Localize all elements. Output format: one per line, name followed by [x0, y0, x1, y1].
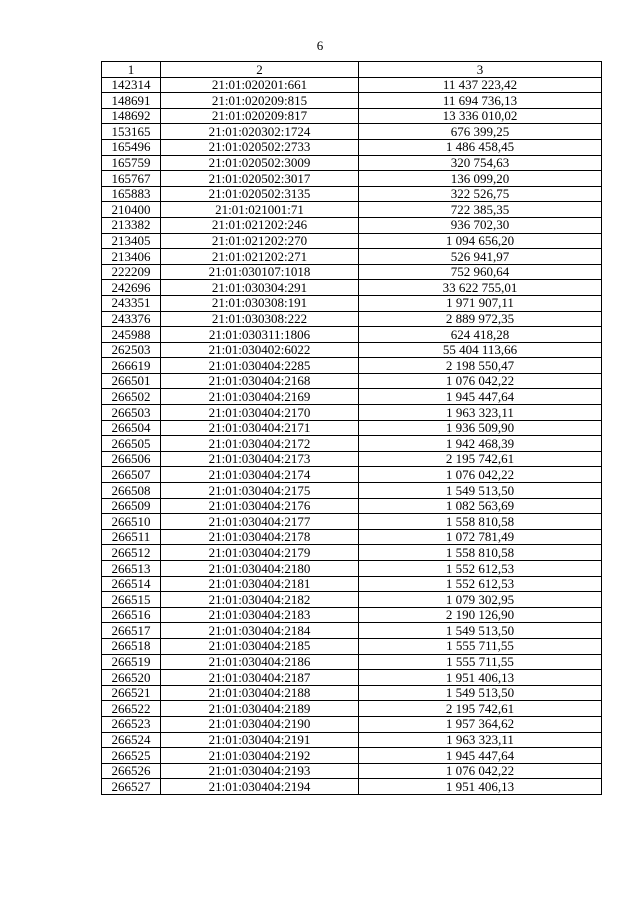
table-row — [102, 311, 602, 327]
value-cell: 1 549 513,50 — [359, 685, 602, 701]
record-id-cell: 266513 — [102, 561, 161, 577]
value-cell: 2 190 126,90 — [359, 607, 602, 623]
value-cell: 2 889 972,35 — [359, 311, 602, 327]
table-row — [102, 342, 602, 358]
record-id-cell: 213406 — [102, 249, 161, 265]
record-id-cell: 266515 — [102, 592, 161, 608]
cadastral-number-cell: 21:01:020209:815 — [161, 93, 359, 109]
table-row — [102, 623, 602, 639]
cadastral-number-cell: 21:01:030404:2178 — [161, 529, 359, 545]
record-id-cell: 266501 — [102, 373, 161, 389]
cadastral-number-cell: 21:01:021202:270 — [161, 233, 359, 249]
record-id-cell: 266509 — [102, 498, 161, 514]
record-id-cell: 213405 — [102, 233, 161, 249]
cadastral-number-cell: 21:01:030404:2179 — [161, 545, 359, 561]
cadastral-number-cell: 21:01:030404:2184 — [161, 623, 359, 639]
record-id-cell: 266523 — [102, 716, 161, 732]
record-id-cell: 266526 — [102, 763, 161, 779]
record-id-cell: 266507 — [102, 467, 161, 483]
value-cell: 136 099,20 — [359, 171, 602, 187]
cadastral-number-cell: 21:01:030404:2168 — [161, 373, 359, 389]
record-id-cell: 266512 — [102, 545, 161, 561]
record-id-cell: 266503 — [102, 405, 161, 421]
cadastral-number-cell: 21:01:030404:2171 — [161, 420, 359, 436]
table-row — [102, 358, 602, 374]
cadastral-number-cell: 21:01:030402:6022 — [161, 342, 359, 358]
cadastral-number-cell: 21:01:020209:817 — [161, 108, 359, 124]
cadastral-number-cell: 21:01:030404:2169 — [161, 389, 359, 405]
record-id-cell: 165767 — [102, 171, 161, 187]
header-row — [102, 62, 602, 78]
value-cell: 1 951 406,13 — [359, 779, 602, 795]
cadastral-number-cell: 21:01:030404:2181 — [161, 576, 359, 592]
column-header-3: 3 — [359, 62, 602, 78]
record-id-cell: 262503 — [102, 342, 161, 358]
value-cell: 752 960,64 — [359, 264, 602, 280]
value-cell: 55 404 113,66 — [359, 342, 602, 358]
record-id-cell: 165759 — [102, 155, 161, 171]
value-cell: 1 942 468,39 — [359, 436, 602, 452]
value-cell: 1 082 563,69 — [359, 498, 602, 514]
table-row — [102, 670, 602, 686]
value-cell: 1 552 612,53 — [359, 561, 602, 577]
value-cell: 1 936 509,90 — [359, 420, 602, 436]
table-row — [102, 280, 602, 296]
cadastral-number-cell: 21:01:030404:2180 — [161, 561, 359, 577]
record-id-cell: 266517 — [102, 623, 161, 639]
cadastral-number-cell: 21:01:020201:661 — [161, 77, 359, 93]
record-id-cell: 243351 — [102, 295, 161, 311]
record-id-cell: 266502 — [102, 389, 161, 405]
cadastral-number-cell: 21:01:020302:1724 — [161, 124, 359, 140]
table-row — [102, 264, 602, 280]
table-row — [102, 233, 602, 249]
cadastral-number-cell: 21:01:030304:291 — [161, 280, 359, 296]
value-cell: 1 558 810,58 — [359, 545, 602, 561]
table-row — [102, 592, 602, 608]
cadastral-number-cell: 21:01:021202:271 — [161, 249, 359, 265]
cadastral-number-cell: 21:01:030404:2174 — [161, 467, 359, 483]
record-id-cell: 266506 — [102, 451, 161, 467]
table-row — [102, 93, 602, 109]
table-row — [102, 654, 602, 670]
value-cell: 1 079 302,95 — [359, 592, 602, 608]
table-row — [102, 545, 602, 561]
value-cell: 33 622 755,01 — [359, 280, 602, 296]
value-cell: 1 076 042,22 — [359, 467, 602, 483]
value-cell: 1 957 364,62 — [359, 716, 602, 732]
value-cell: 1 951 406,13 — [359, 670, 602, 686]
cadastral-number-cell: 21:01:030404:2191 — [161, 732, 359, 748]
value-cell: 722 385,35 — [359, 202, 602, 218]
cadastral-number-cell: 21:01:030404:2187 — [161, 670, 359, 686]
table-row — [102, 763, 602, 779]
cadastral-number-cell: 21:01:030404:2188 — [161, 685, 359, 701]
record-id-cell: 266511 — [102, 529, 161, 545]
table-row — [102, 295, 602, 311]
table-row — [102, 249, 602, 265]
cadastral-number-cell: 21:01:020502:3009 — [161, 155, 359, 171]
value-cell: 1 558 810,58 — [359, 514, 602, 530]
value-cell: 1 555 711,55 — [359, 654, 602, 670]
table-row — [102, 420, 602, 436]
table-row — [102, 732, 602, 748]
record-id-cell: 266505 — [102, 436, 161, 452]
record-id-cell: 266522 — [102, 701, 161, 717]
table-row — [102, 498, 602, 514]
table-row — [102, 779, 602, 795]
record-id-cell: 266524 — [102, 732, 161, 748]
table-row — [102, 405, 602, 421]
record-id-cell: 142314 — [102, 77, 161, 93]
value-cell: 2 195 742,61 — [359, 451, 602, 467]
record-id-cell: 266520 — [102, 670, 161, 686]
table-row — [102, 483, 602, 499]
table-body — [102, 77, 602, 794]
cadastral-number-cell: 21:01:030404:2186 — [161, 654, 359, 670]
value-cell: 1 945 447,64 — [359, 748, 602, 764]
table-row — [102, 171, 602, 187]
value-cell: 1 963 323,11 — [359, 732, 602, 748]
record-id-cell: 266521 — [102, 685, 161, 701]
value-cell: 676 399,25 — [359, 124, 602, 140]
value-cell: 320 754,63 — [359, 155, 602, 171]
column-header-1: 1 — [102, 62, 161, 78]
cadastral-number-cell: 21:01:030404:2182 — [161, 592, 359, 608]
value-cell: 624 418,28 — [359, 327, 602, 343]
cadastral-number-cell: 21:01:030404:2189 — [161, 701, 359, 717]
cadastral-number-cell: 21:01:030404:2170 — [161, 405, 359, 421]
record-id-cell: 266527 — [102, 779, 161, 795]
record-id-cell: 266508 — [102, 483, 161, 499]
value-cell: 1 076 042,22 — [359, 373, 602, 389]
cadastral-number-cell: 21:01:030107:1018 — [161, 264, 359, 280]
table-row — [102, 514, 602, 530]
table-row — [102, 327, 602, 343]
record-id-cell: 266518 — [102, 638, 161, 654]
value-cell: 936 702,30 — [359, 217, 602, 233]
record-id-cell: 245988 — [102, 327, 161, 343]
record-id-cell: 266504 — [102, 420, 161, 436]
value-cell: 1 555 711,55 — [359, 638, 602, 654]
value-cell: 1 486 458,45 — [359, 139, 602, 155]
cadastral-number-cell: 21:01:020502:2733 — [161, 139, 359, 155]
cadastral-number-cell: 21:01:030404:2192 — [161, 748, 359, 764]
record-id-cell: 210400 — [102, 202, 161, 218]
cadastral-number-cell: 21:01:030404:2175 — [161, 483, 359, 499]
table-row — [102, 607, 602, 623]
cadastral-number-cell: 21:01:030404:2173 — [161, 451, 359, 467]
table-row — [102, 638, 602, 654]
table-row — [102, 389, 602, 405]
value-cell: 1 549 513,50 — [359, 483, 602, 499]
table-row — [102, 748, 602, 764]
value-cell: 1 072 781,49 — [359, 529, 602, 545]
value-cell: 1 945 447,64 — [359, 389, 602, 405]
value-cell: 13 336 010,02 — [359, 108, 602, 124]
cadastral-number-cell: 21:01:021001:71 — [161, 202, 359, 218]
record-id-cell: 242696 — [102, 280, 161, 296]
table-row — [102, 124, 602, 140]
cadastral-number-cell: 21:01:020502:3135 — [161, 186, 359, 202]
value-cell: 2 195 742,61 — [359, 701, 602, 717]
table-row — [102, 155, 602, 171]
value-cell: 1 549 513,50 — [359, 623, 602, 639]
record-id-cell: 243376 — [102, 311, 161, 327]
value-cell: 11 694 736,13 — [359, 93, 602, 109]
table-row — [102, 701, 602, 717]
cadastral-number-cell: 21:01:030404:2183 — [161, 607, 359, 623]
record-id-cell: 266519 — [102, 654, 161, 670]
value-cell: 2 198 550,47 — [359, 358, 602, 374]
cadastral-number-cell: 21:01:030404:2194 — [161, 779, 359, 795]
record-id-cell: 165496 — [102, 139, 161, 155]
table-row — [102, 108, 602, 124]
cadastral-number-cell: 21:01:021202:246 — [161, 217, 359, 233]
record-id-cell: 266510 — [102, 514, 161, 530]
table-row — [102, 576, 602, 592]
record-id-cell: 165883 — [102, 186, 161, 202]
cadastral-number-cell: 21:01:030404:2193 — [161, 763, 359, 779]
value-cell: 1 971 907,11 — [359, 295, 602, 311]
cadastral-number-cell: 21:01:030311:1806 — [161, 327, 359, 343]
table-row — [102, 77, 602, 93]
table-row — [102, 436, 602, 452]
cadastral-number-cell: 21:01:030404:2190 — [161, 716, 359, 732]
table-row — [102, 716, 602, 732]
record-id-cell: 148691 — [102, 93, 161, 109]
table-row — [102, 202, 602, 218]
table-row — [102, 139, 602, 155]
table-row — [102, 467, 602, 483]
record-id-cell: 266516 — [102, 607, 161, 623]
value-cell: 1 963 323,11 — [359, 405, 602, 421]
record-id-cell: 266619 — [102, 358, 161, 374]
record-id-cell: 266514 — [102, 576, 161, 592]
table-row — [102, 561, 602, 577]
cadastral-number-cell: 21:01:020502:3017 — [161, 171, 359, 187]
record-id-cell: 213382 — [102, 217, 161, 233]
cadastral-number-cell: 21:01:030308:222 — [161, 311, 359, 327]
table-header — [102, 62, 602, 78]
data-table — [101, 61, 602, 795]
page-number: 6 — [316, 38, 324, 53]
value-cell: 11 437 223,42 — [359, 77, 602, 93]
value-cell: 1 094 656,20 — [359, 233, 602, 249]
cadastral-number-cell: 21:01:030404:2177 — [161, 514, 359, 530]
value-cell: 1 076 042,22 — [359, 763, 602, 779]
record-id-cell: 222209 — [102, 264, 161, 280]
cadastral-number-cell: 21:01:030308:191 — [161, 295, 359, 311]
value-cell: 526 941,97 — [359, 249, 602, 265]
table-row — [102, 451, 602, 467]
cadastral-number-cell: 21:01:030404:2172 — [161, 436, 359, 452]
table-row — [102, 685, 602, 701]
value-cell: 1 552 612,53 — [359, 576, 602, 592]
record-id-cell: 148692 — [102, 108, 161, 124]
cadastral-number-cell: 21:01:030404:2185 — [161, 638, 359, 654]
record-id-cell: 153165 — [102, 124, 161, 140]
column-header-2: 2 — [161, 62, 359, 78]
record-id-cell: 266525 — [102, 748, 161, 764]
table-row — [102, 217, 602, 233]
cadastral-number-cell: 21:01:030404:2285 — [161, 358, 359, 374]
table-row — [102, 373, 602, 389]
table-row — [102, 186, 602, 202]
cadastral-number-cell: 21:01:030404:2176 — [161, 498, 359, 514]
value-cell: 322 526,75 — [359, 186, 602, 202]
table-row — [102, 529, 602, 545]
